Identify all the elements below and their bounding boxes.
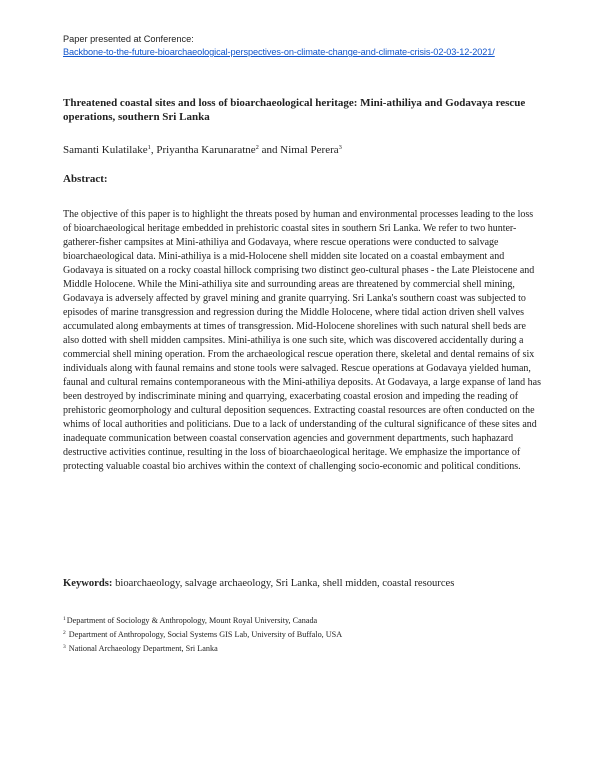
conference-note: Paper presented at Conference: <box>63 34 194 44</box>
keywords-line <box>63 577 541 591</box>
footnote-text: National Archaeology Department, Sri Lanka <box>66 644 218 653</box>
footnote <box>63 642 541 656</box>
author-separator: and <box>258 144 281 156</box>
footnote-text: Department of Anthropology, Social Systems GIS Lab, University of Buffalo, USA <box>66 630 343 639</box>
keywords-label: Keywords: <box>63 578 113 589</box>
author-name: Samanti Kulatilake <box>63 144 148 156</box>
affiliation-mark: 1 <box>147 144 151 151</box>
keywords-text: bioarchaeology, salvage archaeology, Sri Lanka, shell midden, coastal resources <box>115 578 455 589</box>
author-list <box>63 143 342 157</box>
footnote-mark: 2 <box>63 630 66 636</box>
conference-link[interactable]: Backbone-to-the-future-bioarchaeological-perspectives-on-climate-change-and-climate-crisis-02-03-12-2021/ <box>63 47 495 57</box>
footnotes <box>63 614 541 656</box>
author-name: Nimal Perera <box>280 144 339 156</box>
footnote <box>63 628 541 642</box>
author-separator: , <box>150 144 157 156</box>
affiliation-mark: 2 <box>255 144 259 151</box>
footnote-mark: 1 <box>63 616 66 622</box>
abstract-paragraph: The objective of this paper is to highlight the threats posed by human and environmental processes leading to the loss of bioarchaeological heritage embedded in prehistoric coastal sites in southern Sri Lanka. We refer to two hunter-gatherer-fisher campsites at Mini-athiliya and Godavaya, where rescue operations were conducted to salvage bioarchaeological data. Mini-athiliya is a mid-Holocene shell midden site located on a coastal embayment and Godavaya is situated on a rocky coastal hillock comprising two distinct geo-cultural phases - the Late Pleistocene and Middle Holocene. While the Mini-athiliya site and surrounding areas are threatened by commercial shell mining, Godavaya is adversely affected by gravel mining and granite quarrying. Sri Lanka's southern coast was subjected to episodes of marine transgression and regression during the Middle Holocene, where tidal action driven shell valves accumulated along embayments at times of transgression. Mid-Holocene shorelines with such natural shell beds are also dotted with shell midden campsites. Mini-athiliya is one such site, which was discovered accidentally during a commercial shell mining operation. From the archaeological rescue operation there, skeletal and dental remains of six individuals along with faunal remains and stone tools were salvaged. Rescue operations at Godavaya yielded human, faunal and cultural remains contemporaneous with the Mini-athiliya deposits. At Godavaya, a large expanse of land has been destroyed by indiscriminate mining and quarrying, exacerbating coastal erosion and impeding the reading of prehistoric geomorphology and cultural deposition sequences. Extracting coastal resources are often conducted on the whims of local authorities and politicians. Due to a lack of understanding of the cultural significance of these sites and inadequate communication between coastal conservation agencies and government departments, such haphazard destructive activities continue, resulting in the loss of bioarchaeological heritage. We emphasize the importance of protecting valuable coastal bio archives within the context of challenging socio-economic and political conditions. <box>63 209 542 472</box>
footnote-text: Department of Sociology & Anthropology, Mount Royal University, Canada <box>66 616 318 625</box>
author-name: Priyantha Karunaratne <box>156 144 256 156</box>
paper-title: Threatened coastal sites and loss of bioarchaeological heritage: Mini-athiliya and Godavaya rescue operations, southern Sri Lanka <box>63 97 526 123</box>
abstract-heading: Abstract: <box>63 173 108 185</box>
abstract-body <box>63 208 541 474</box>
affiliation-mark: 3 <box>338 144 342 151</box>
footnote <box>63 614 541 628</box>
footnote-mark: 3 <box>63 644 66 650</box>
